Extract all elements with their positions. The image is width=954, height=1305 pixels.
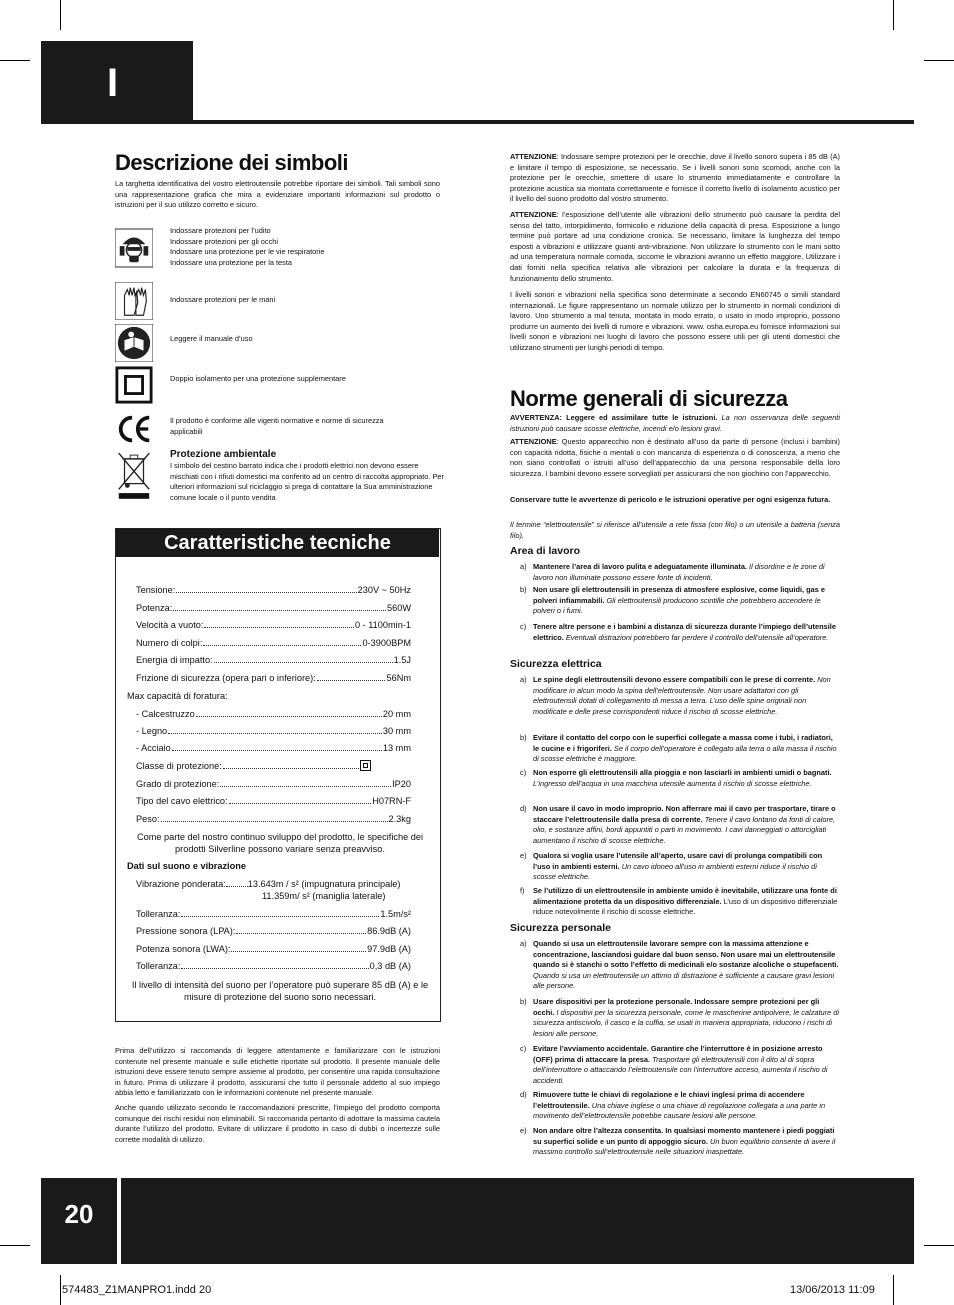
spec-label: Potenza: [136, 603, 173, 613]
spec-value: 2.3kg [388, 814, 411, 824]
warning-label: ATTENZIONE [510, 210, 557, 219]
term-definition: Il termine “elettroutensile” si riferisce all’utensile a rete fissa (con filo) o un utensile a batteria (senza filo). [510, 520, 840, 540]
spec-row [136, 925, 411, 937]
spec-label: Energia di impatto: [136, 655, 213, 665]
language-tab [41, 41, 193, 123]
personal-safety-title: Sicurezza personale [510, 922, 611, 934]
spec-value: 1.5m/s² [380, 909, 411, 919]
work-area-title: Area di lavoro [510, 545, 581, 557]
spec-label: Tolleranza: [136, 909, 181, 919]
symbols-title: Descrizione dei simboli [115, 150, 349, 175]
spec-value: 86.9dB (A) [367, 926, 411, 936]
gloves-text: Indossare protezioni per le mani [170, 295, 276, 304]
spec-value: 1.5J [393, 655, 411, 665]
vibration-warning [510, 210, 840, 284]
manual-text: Leggere il manuale d’uso [170, 334, 253, 343]
spec-value: 30 mm [382, 726, 411, 736]
crop-mark [60, 1275, 61, 1305]
safety-attention [510, 437, 840, 479]
spec-label: - Legno [136, 726, 168, 736]
environment-title: Protezione ambientale [170, 449, 277, 460]
crop-mark [893, 1275, 894, 1305]
spec-row [136, 725, 411, 737]
spec-value: 230V ~ 50Hz [357, 585, 411, 595]
attention-text: : Questo apparecchio non è destinato all’uso da parte di persone (inclusi i bambini) con capacità ridotta, fisiche o mentali o con mancanza di esperienza o di conoscenza, a meno che non siano controllati o istruiti all’uso dell’apparecchio da una persona responsabile della loro sicurezza. I bambini devono essere sorvegliati per assicurarsi che non giochino con l’apparecchio. [510, 437, 840, 478]
spec-label: Tensione: [136, 585, 176, 595]
spec-row [136, 960, 411, 972]
vibration-value-2: 11.359m/ s² (maniglia laterale) [262, 891, 386, 901]
intro-paragraph: Prima dell’utilizzo si raccomanda di leggere attentamente e familiarizzare con le istruzioni contenute nel presente manuale e sulle etichette riportate sul prodotto. Il presente manuale delle istruzioni deve essere tenuto sempre assieme al prodotto, per consentire una rapida consultazione in futuro. Prima di utilizzare il prodotto, assicurarsi che tutto il personale addetto al suo impiego abbia letto e familiarizzato con le informazioni contenute nel presente manuale. [115, 1046, 440, 1098]
spec-label: Tolleranza: [136, 961, 181, 971]
specifications-box [115, 528, 441, 1022]
ppe-line: Indossare protezioni per gli occhi [170, 236, 279, 246]
spec-value: 97.9dB (A) [367, 944, 411, 954]
date-slug: 13/06/2013 11:09 [790, 1284, 875, 1296]
spec-value: 0,3 dB (A) [369, 961, 411, 971]
file-slug: 574483_Z1MANPRO1.indd 20 [62, 1284, 212, 1296]
spec-value: 0 - 1100min-1 [354, 620, 411, 630]
spec-label: Peso: [136, 814, 160, 824]
symbols-intro: La targhetta identificativa del vostro elettroutensile potrebbe riportare dei simboli. Tali simboli sono una rappresentazione grafica che mira a evidenziare importanti informazioni sul prodotto o istruzioni per il suo utilizzo corretto e sicuro. [115, 179, 440, 210]
spec-value: 13 mm [382, 743, 411, 753]
levels-paragraph: I livelli sonori e vibrazioni nella specifica sono determinate a secondo EN60745 o simili standard internazionali. Le figure rappresentano un normale utilizzo per lo strumento in normali condizioni di lavoro. Uno strumento a mal tenuta, montata in modo errato, o usato in modo improprio, possono produrre un aumento dei livelli di rumore e vibrazioni. www. osha.europa.eu fornisce informazioni sui livelli sonori e vibrazioni nei luoghi di lavoro che possono essere utili per gli utenti domestici che utilizzano strumenti per lunghi periodi di tempo. [510, 290, 840, 352]
language-letter: I [107, 61, 119, 105]
noise-warning [510, 152, 840, 205]
spec-row [136, 760, 371, 772]
keep-instructions: Conservare tutte le avvertenze di pericolo e le istruzioni operative per ogni esigenza futura. [510, 495, 831, 504]
spec-row [136, 654, 411, 666]
specifications-title: Caratteristiche tecniche [116, 529, 439, 557]
header-rule [41, 120, 914, 124]
max-capacity-label: Max capacità di foratura: [127, 691, 228, 701]
spec-value: 20 mm [382, 709, 411, 719]
vibration-label: Vibrazione ponderata: [136, 879, 226, 889]
ppe-line: Indossare una protezione per le vie respiratorie [170, 247, 325, 257]
spec-row [136, 619, 411, 631]
read-manual-icon [115, 324, 153, 362]
ppe-line: Indossare una protezione per la testa [170, 257, 293, 267]
vibration-value: 13.643m / s² (impugnatura principale) [247, 879, 401, 889]
spec-label: - Acciaio [136, 743, 171, 753]
spec-label: Classe di protezione: [136, 761, 222, 771]
spec-label: Potenza sonora (LWA): [136, 944, 231, 954]
spec-row [136, 908, 411, 920]
crop-mark [0, 60, 30, 61]
spec-label: Velocità a vuoto: [136, 620, 204, 630]
ppe-head-icon [115, 228, 153, 268]
double-insulation-small-icon [360, 760, 371, 771]
crop-mark [893, 0, 894, 30]
spec-label: Tipo del cavo elettrico: [136, 796, 228, 806]
spec-label: Pressione sonora (LPA): [136, 926, 236, 936]
spec-row [136, 584, 411, 596]
sound-title: Dati sul suono e vibrazione [127, 861, 246, 871]
double-insulation-text: Doppio isolamento per una protezione supplementare [170, 374, 346, 383]
warning-bold: AVVERTENZA: Leggere ed assimilare tutte le istruzioni. [510, 413, 718, 422]
crop-mark [924, 1245, 954, 1246]
footer-bar [41, 1178, 914, 1264]
warning-label: ATTENZIONE [510, 152, 557, 161]
double-insulation-icon [115, 366, 153, 404]
ppe-line: Indossare protezioni per l’udito [170, 226, 271, 235]
safety-title: Norme generali di sicurezza [510, 386, 788, 411]
vibration-row [136, 878, 436, 890]
residual-risk-paragraph: Anche quando utilizzato secondo le raccomandazioni prescritte, l’impiego del prodotto comporta comunque dei rischi residui non eliminabili. Si raccomanda pertanto di adottare la massima cautela durante l’utilizzo del prodotto. Evitare di utilizzare il prodotto in caso di dubbi o incertezze sulle corrette modalità di utilizzo. [115, 1103, 440, 1144]
spec-value: 560W [386, 603, 411, 613]
spec-row [136, 795, 411, 807]
spec-row [136, 813, 411, 825]
safety-warning [510, 413, 840, 434]
warning-text: : Indossare sempre protezioni per le orecchie, dove il livello sonoro supera i 85 dB (A) e limitare il tempo di esposizione, se necessario. Se i livelli sonori sono scomodi, anche con la protezione per le orecchie, smettere di usare lo strumento immediatamente e controllare la protezione acustica sia montata correttamente e fornisce il corretto livello di isolamento acustico per il livello del suono prodotto dal vostro strumento. [510, 152, 840, 204]
spec-row [136, 637, 411, 649]
gloves-icon [115, 282, 153, 320]
spec-value: H07RN-F [372, 796, 411, 806]
spec-row [136, 778, 411, 790]
spec-value: 56Nm [386, 673, 411, 683]
spec-row [136, 672, 411, 684]
spec-label: - Calcestruzzo [136, 709, 195, 719]
page-number: 20 [41, 1178, 117, 1264]
spec-row [136, 602, 411, 614]
warning-text: : l’esposizione dell’utente alle vibrazioni dello strumento può causare la perdita del senso del tatto, intorpidimento, formicolio e riduzione della capacità di presa. Esposizione a lungo termine può portare ad una condizione cronica. Se necessario, limitare la lunghezza del tempo esposti a vibrazioni e utilizzare guanti anti-vibrazione. Non utilizzare lo strumento con le mani sotto ad una temperatura normale comoda, siccome le vibrazioni avranno un effetto maggiore. Utilizzare i dati forniti nella specifica relativa alle vibrazioni per calcolare la durata e la frequenza di funzionamento dello strumento. [510, 210, 840, 283]
crop-mark [924, 60, 954, 61]
page-number-separator [117, 1178, 121, 1264]
spec-label: Numero di colpi: [136, 638, 203, 648]
spec-note: Come parte del nostro continuo sviluppo del prodotto, le specifiche dei prodotti Silverline possono variare senza preavviso. [136, 832, 423, 854]
ce-text: Il prodotto è conforme alle vigenti normative e norme di sicurezza applicabili [170, 416, 384, 436]
crossed-bin-icon [115, 450, 153, 502]
warning-italic: La non osservanza delle seguenti istruzioni può causare scosse elettriche, incendi e/o lesioni gravi. [510, 413, 840, 433]
sound-note: Il livello di intensità del suono per l’operatore può superare 85 dB (A) e le misure di protezione del suono sono necessari. [131, 980, 429, 1002]
spec-label: Grado di protezione: [136, 779, 220, 789]
crop-mark [0, 1245, 30, 1246]
spec-row [136, 943, 411, 955]
environment-text: I simbolo del cestino barrato indica che i prodotti elettrici non devono essere mischiati con i rifiuti domestici ma conferito ad un centro di raccolta appropriato. Per ulteriori informazioni sul riciclaggio si prega di contattare la Sua amministrazione comune locale o il punto vendita [170, 461, 444, 502]
crop-mark [60, 0, 61, 30]
electrical-safety-title: Sicurezza elettrica [510, 658, 602, 670]
spec-row [136, 742, 411, 754]
ce-mark-icon [115, 410, 153, 448]
attention-label: ATTENZIONE [510, 437, 557, 446]
spec-row [136, 708, 411, 720]
spec-label: Frizione di sicurezza (opera pari o inferiore): [136, 673, 316, 683]
spec-value: IP20 [392, 779, 411, 789]
spec-value: 0-3900BPM [362, 638, 411, 648]
